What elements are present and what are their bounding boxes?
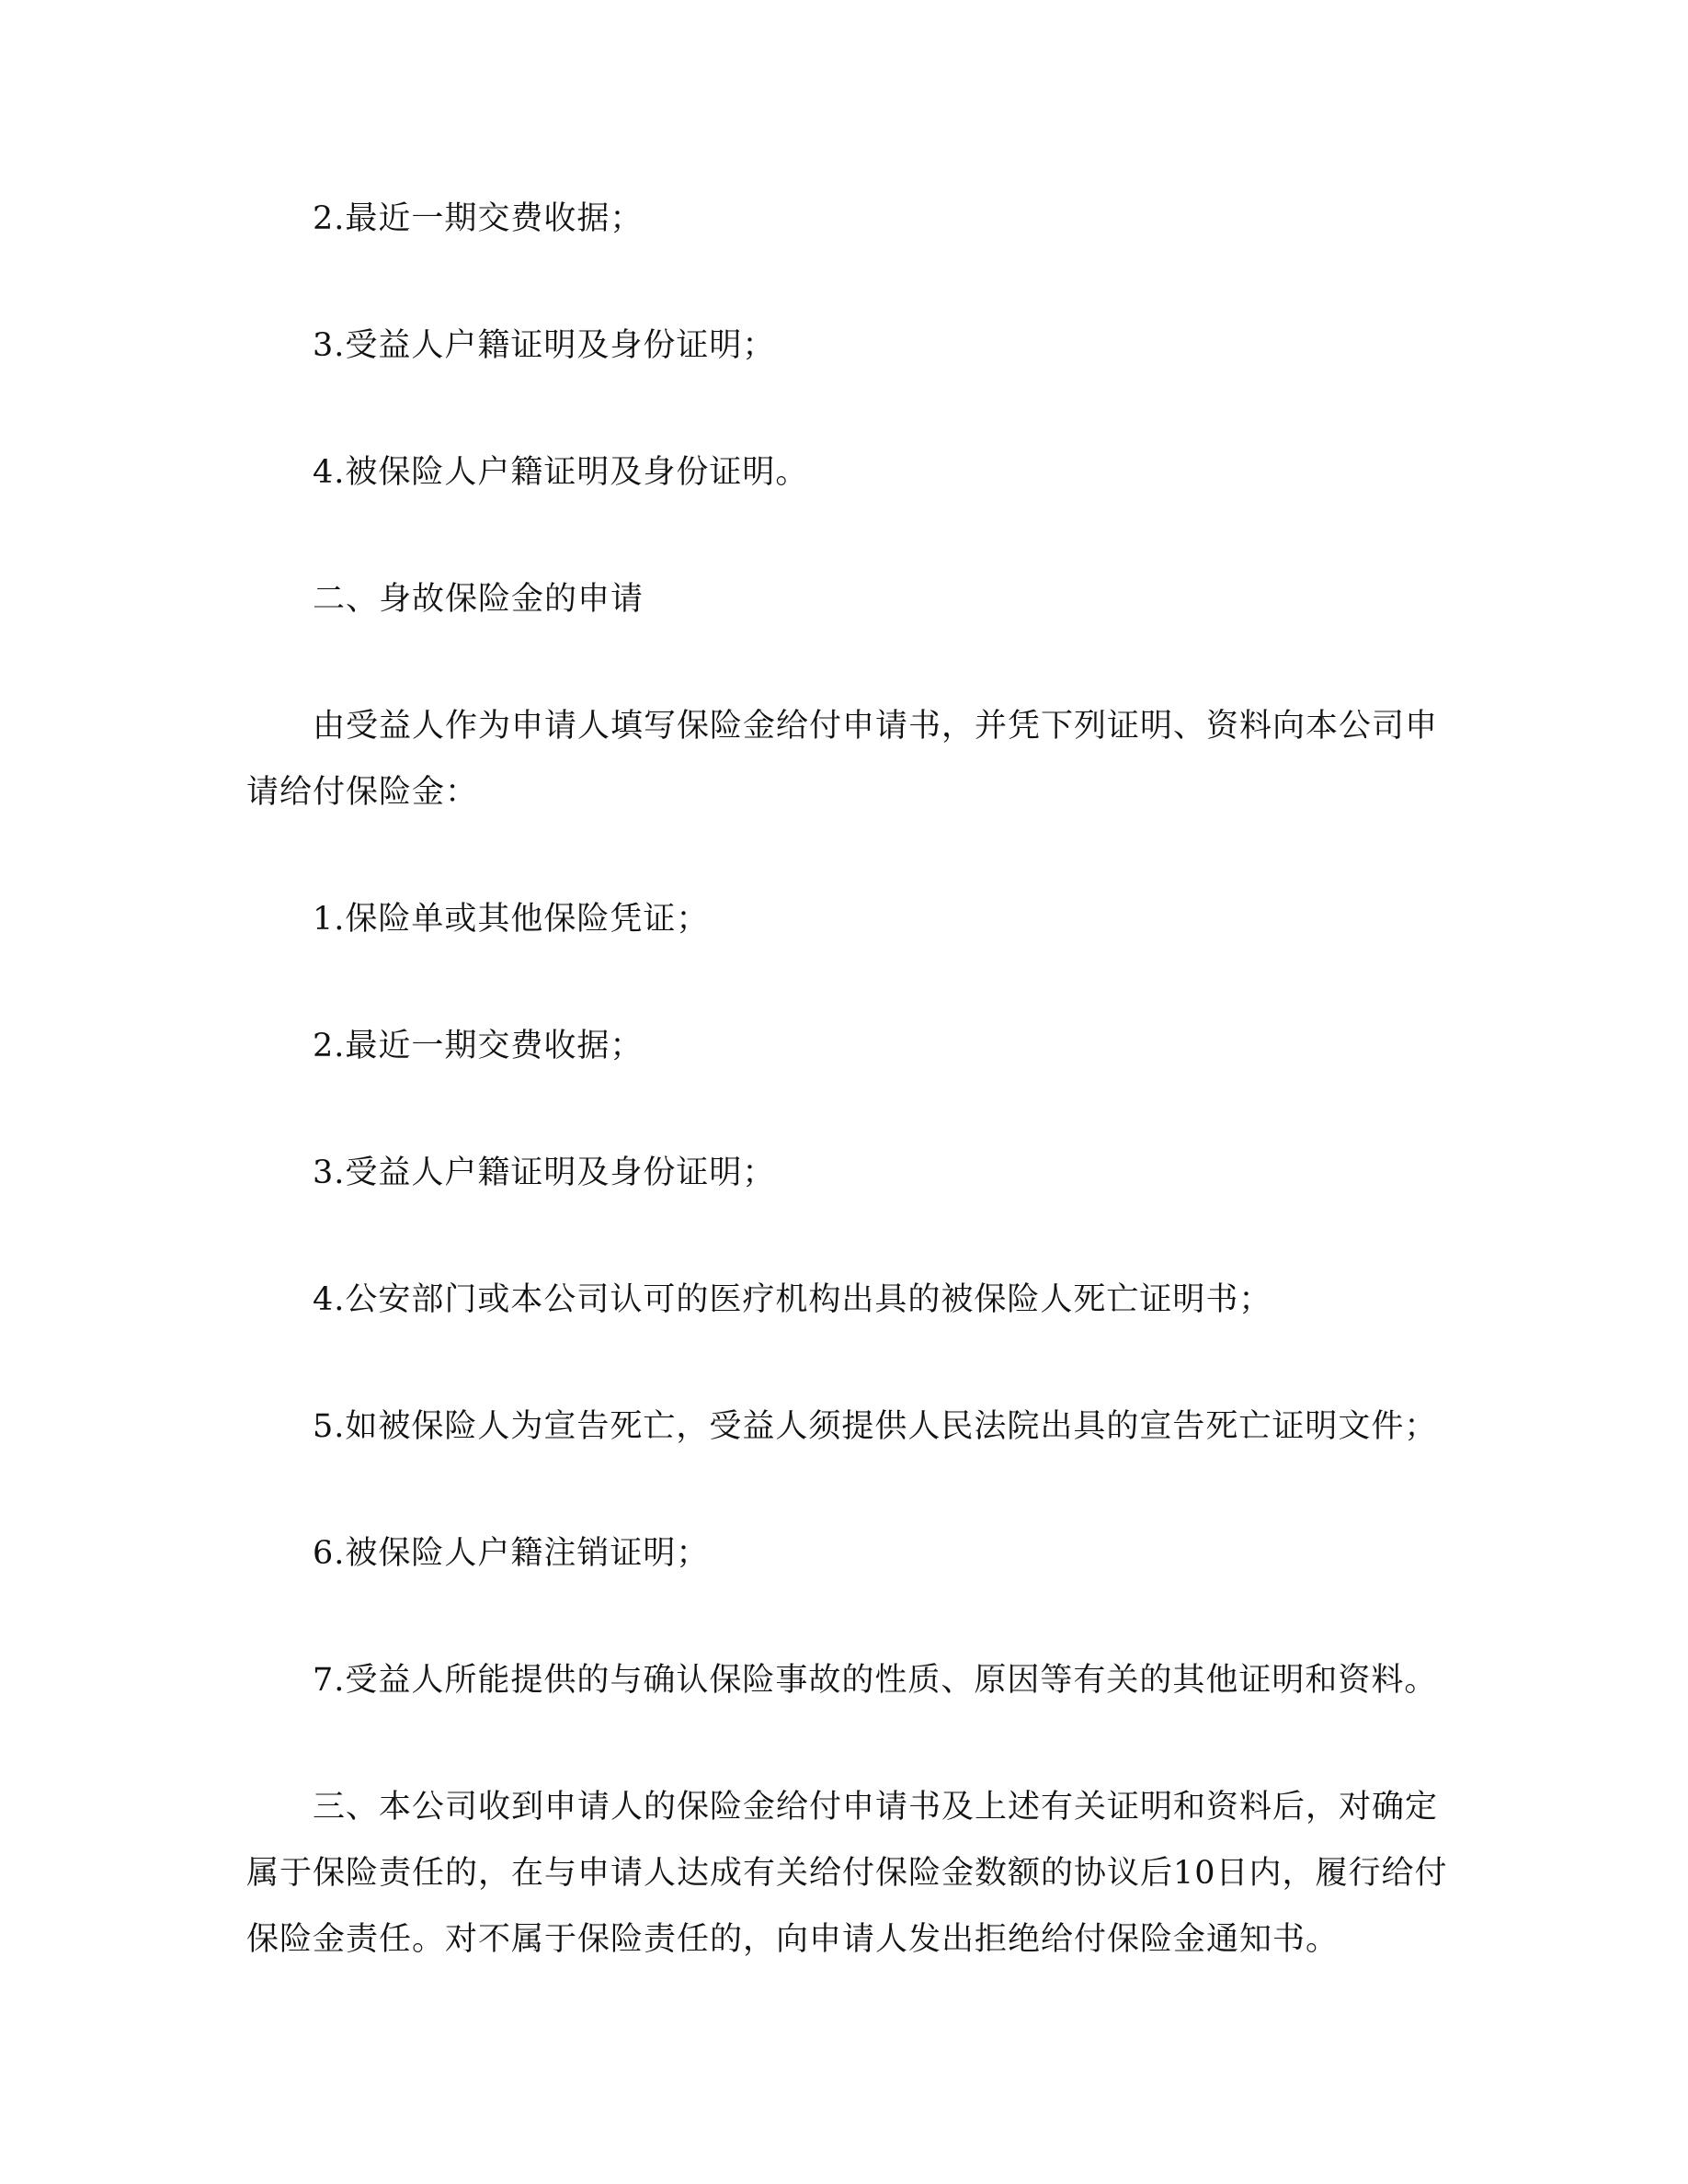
list-item: 4.公安部门或本公司认可的医疗机构出具的被保险人死亡证明书； bbox=[313, 1281, 1272, 1318]
list-item: 6.被保险人户籍注销证明； bbox=[313, 1535, 710, 1572]
section-heading: 二、身故保险金的申请 bbox=[313, 581, 644, 618]
paragraph-line: 属于保险责任的，在与申请人达成有关给付保险金数额的协议后10日内，履行给付 bbox=[246, 1855, 1448, 1892]
list-item: 2.最近一期交费收据； bbox=[313, 200, 644, 237]
paragraph-line: 由受益人作为申请人填写保险金给付申请书，并凭下列证明、资料向本公司申 bbox=[313, 708, 1439, 745]
list-item: 3.受益人户籍证明及身份证明； bbox=[313, 1155, 776, 1191]
paragraph-line: 请给付保险金： bbox=[246, 774, 479, 811]
list-item: 5.如被保险人为宣告死亡，受益人须提供人民法院出具的宣告死亡证明文件； bbox=[313, 1408, 1438, 1445]
list-item: 4.被保险人户籍证明及身份证明。 bbox=[313, 454, 809, 491]
paragraph-line: 保险金责任。对不属于保险责任的，向申请人发出拒绝给付保险金通知书。 bbox=[246, 1921, 1340, 1958]
list-item: 7.受益人所能提供的与确认保险事故的性质、原因等有关的其他证明和资料。 bbox=[313, 1662, 1438, 1699]
list-item: 3.受益人户籍证明及身份证明； bbox=[313, 327, 776, 364]
paragraph-line: 三、本公司收到申请人的保险金给付申请书及上述有关证明和资料后，对确定 bbox=[313, 1789, 1439, 1826]
list-item: 1.保险单或其他保险凭证； bbox=[313, 901, 710, 938]
list-item: 2.最近一期交费收据； bbox=[313, 1028, 644, 1064]
